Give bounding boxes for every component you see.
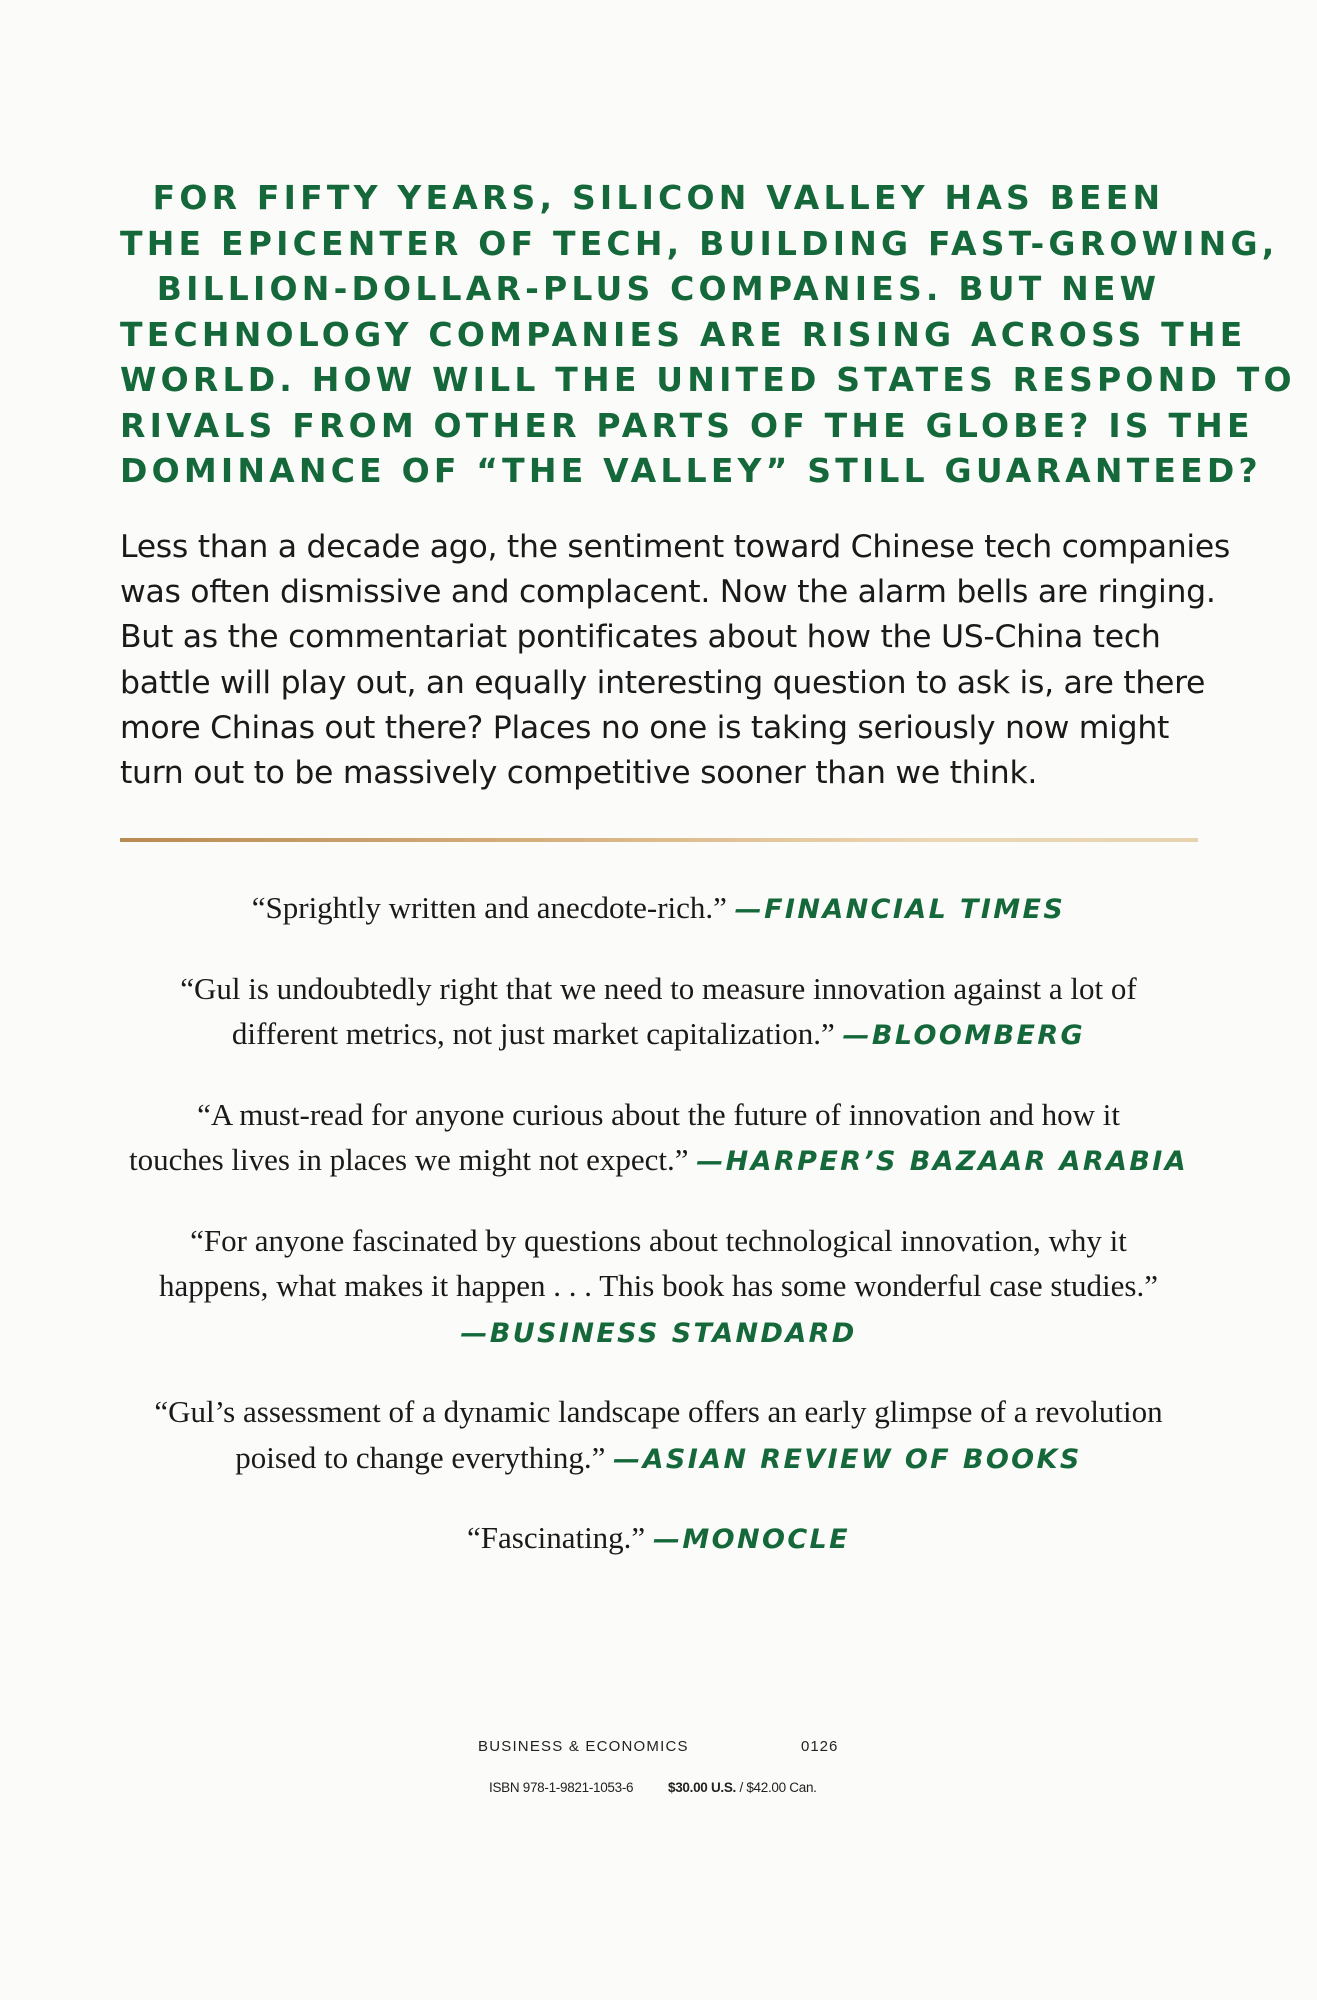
headline-line: RIVALS FROM OTHER PARTS OF THE GLOBE? IS THE [120,405,1254,445]
review-source: —BLOOMBERG [842,1020,1086,1051]
headline-line: DOMINANCE OF “THE VALLEY” STILL GUARANTEED? [120,451,1262,490]
subject-category: BUSINESS & ECONOMICS [478,1738,689,1755]
review-line: “Gul’s assessment of a dynamic landscape offers an early glimpse of a revolution [154,1394,1163,1429]
review-harpers-bazaar [100,1092,1217,1185]
description-paragraph [120,525,1231,796]
description-line: battle will play out, an equally interesting question to ask is, are there [120,664,1206,701]
review-quote: “Sprightly written and anecdote-rich.” [251,890,727,925]
description-line: more Chinas out there? Places no one is taking seriously now might [120,709,1170,746]
description-line: turn out to be massively competitive sooner than we think. [120,755,1038,792]
review-quote: touches lives in places we might not expect.” [128,1142,689,1177]
headline-line: TECHNOLOGY COMPANIES ARE RISING ACROSS THE [120,314,1247,354]
review-line: “For anyone fascinated by questions about technological innovation, why it [190,1222,1127,1258]
review-line: “A must-read for anyone curious about the future of innovation and how it [197,1096,1120,1132]
review-quote: “Fascinating.” [467,1520,646,1555]
review-monocle [100,1515,1217,1563]
review-bloomberg [100,966,1217,1059]
review-quote: different metrics, not just market capitalization.” [231,1016,835,1051]
review-line [100,1011,1217,1059]
review-line [100,1435,1217,1483]
review-source: —MONOCLE [652,1524,850,1555]
review-line [100,1137,1217,1185]
review-business-standard [100,1218,1217,1357]
description-line: Less than a decade ago, the sentiment toward Chinese tech companies [120,529,1231,565]
review-list [100,885,1217,1596]
headline-line: FOR FIFTY YEARS, SILICON VALLEY HAS BEEN [152,178,1165,217]
review-line [100,885,1217,933]
category-code: 0126 [801,1738,839,1755]
headline-line: THE EPICENTER OF TECH, BUILDING FAST-GROWING, [120,223,1279,263]
headline-line: WORLD. HOW WILL THE UNITED STATES RESPOND TO [120,360,1296,399]
review-line [100,1515,1217,1563]
review-line: happens, what makes it happen . . . This book has some wonderful case studies.” [159,1268,1158,1303]
price-us: $30.00 U.S. [668,1780,736,1795]
review-source: —FINANCIAL TIMES [734,894,1066,925]
review-source: —BUSINESS STANDARD [460,1317,857,1349]
review-quote: poised to change everything.” [235,1439,606,1475]
review-line: “Gul is undoubtedly right that we need to measure innovation against a lot of [180,970,1137,1006]
description-line: But as the commentariat pontificates about how the US-China tech [120,619,1161,656]
isbn: ISBN 978-1-9821-1053-6 [489,1780,634,1795]
headline [120,175,1296,494]
review-source: —ASIAN REVIEW OF BOOKS [613,1443,1082,1475]
review-source: —HARPER’S BAZAAR ARABIA [696,1146,1189,1177]
gold-divider [120,838,1198,842]
review-asian-review [100,1389,1217,1482]
price [668,1780,817,1795]
headline-line: BILLION-DOLLAR-PLUS COMPANIES. BUT NEW [156,269,1161,308]
description-line: was often dismissive and complacent. Now the alarm bells are ringing. [120,574,1216,611]
price-can: / $42.00 Can. [736,1780,817,1795]
review-line [100,1309,1217,1357]
review-financial-times [100,885,1217,933]
